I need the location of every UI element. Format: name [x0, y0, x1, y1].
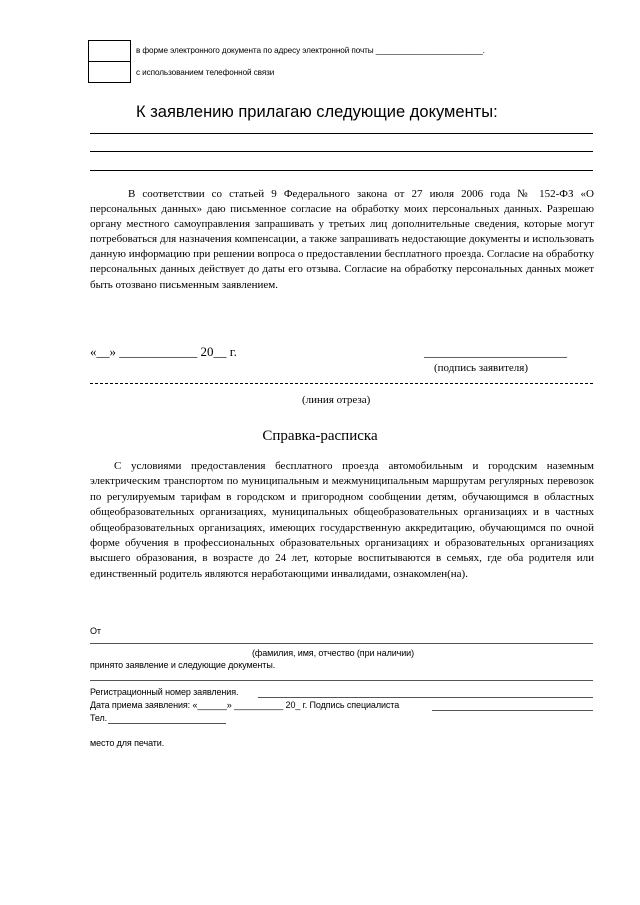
from-label: От: [90, 626, 101, 636]
seal-label: место для печати.: [90, 738, 165, 748]
attachment-line-2[interactable]: [90, 151, 593, 152]
attachments-heading: К заявлению прилагаю следующие документы:: [136, 103, 498, 121]
documents-line[interactable]: [90, 680, 593, 681]
consent-paragraph: В соответствии со статьей 9 Федерального закона от 27 июля 2006 года № 152-ФЗ «О персональных данных» даю письменное согласие на обработку моих персональных данных. Разрешаю органу местного самоуправления запрашивать у третьих лиц дополнительные сведения, которые могут потребоваться для назначения компенсации, а также запрашивать недостающие документы и использовать данную информацию при решении вопроса о предоставлении бесплатного проезда. Согласие на обработку персональных данных действует до даты его отзыва. Согласие на обработку персональных данных может быть отозвано письменным заявлением.: [90, 188, 594, 291]
receipt-title: Справка-расписка: [262, 428, 378, 444]
signature-line[interactable]: ______________________: [424, 344, 567, 359]
email-checkbox[interactable]: [88, 40, 131, 62]
signature-caption: (подпись заявителя): [434, 362, 529, 374]
cut-line: [90, 383, 593, 384]
attachment-line-1[interactable]: [90, 133, 593, 134]
accepted-label: принято заявление и следующие документы.: [90, 660, 276, 670]
signature-date: «__» ____________ 20__ г.: [90, 344, 237, 359]
reg-number-label: Регистрационный номер заявления.: [90, 687, 239, 697]
reg-number-line[interactable]: [258, 697, 593, 698]
fio-caption: (фамилия, имя, отчество (при наличии): [252, 648, 414, 658]
email-option-label: в форме электронного документа по адресу электронной почты ________________________.: [136, 46, 485, 55]
attachment-line-3[interactable]: [90, 170, 593, 171]
receipt-paragraph: С условиями предоставления бесплатного проезда автомобильным и городским наземным электрическим транспортом по муниципальным и межмуниципальным маршрутам регулярных перевозок по регулируемым тарифам в городском и пригородном сообщении детям, обучающимся в областных общеобразовательных организациях, муниципальных общеобразовательных организациях и в частных общеобразовательных организациях, имеющих государственную аккредитацию, обучающимся по очной форме обучения в профессиональных образовательных организациях и образовательных организациях высшего образования, в возрасте до 24 лет, которые воспитываются в семьях, где оба родителя или единственный родитель являются неработающими инвалидами, ознакомлен(на).: [90, 460, 594, 580]
cut-line-caption: (линия отреза): [302, 394, 371, 406]
phone-checkbox[interactable]: [88, 61, 131, 83]
specialist-signature-line[interactable]: [432, 710, 593, 711]
tel-label: Тел.: [90, 713, 108, 723]
phone-option-label: с использованием телефонной связи: [136, 68, 275, 77]
tel-line[interactable]: [108, 723, 226, 724]
date-label: Дата приема заявления: «______» __________ 20_ г. Подпись специалиста: [90, 700, 400, 710]
fio-line[interactable]: [90, 643, 593, 644]
